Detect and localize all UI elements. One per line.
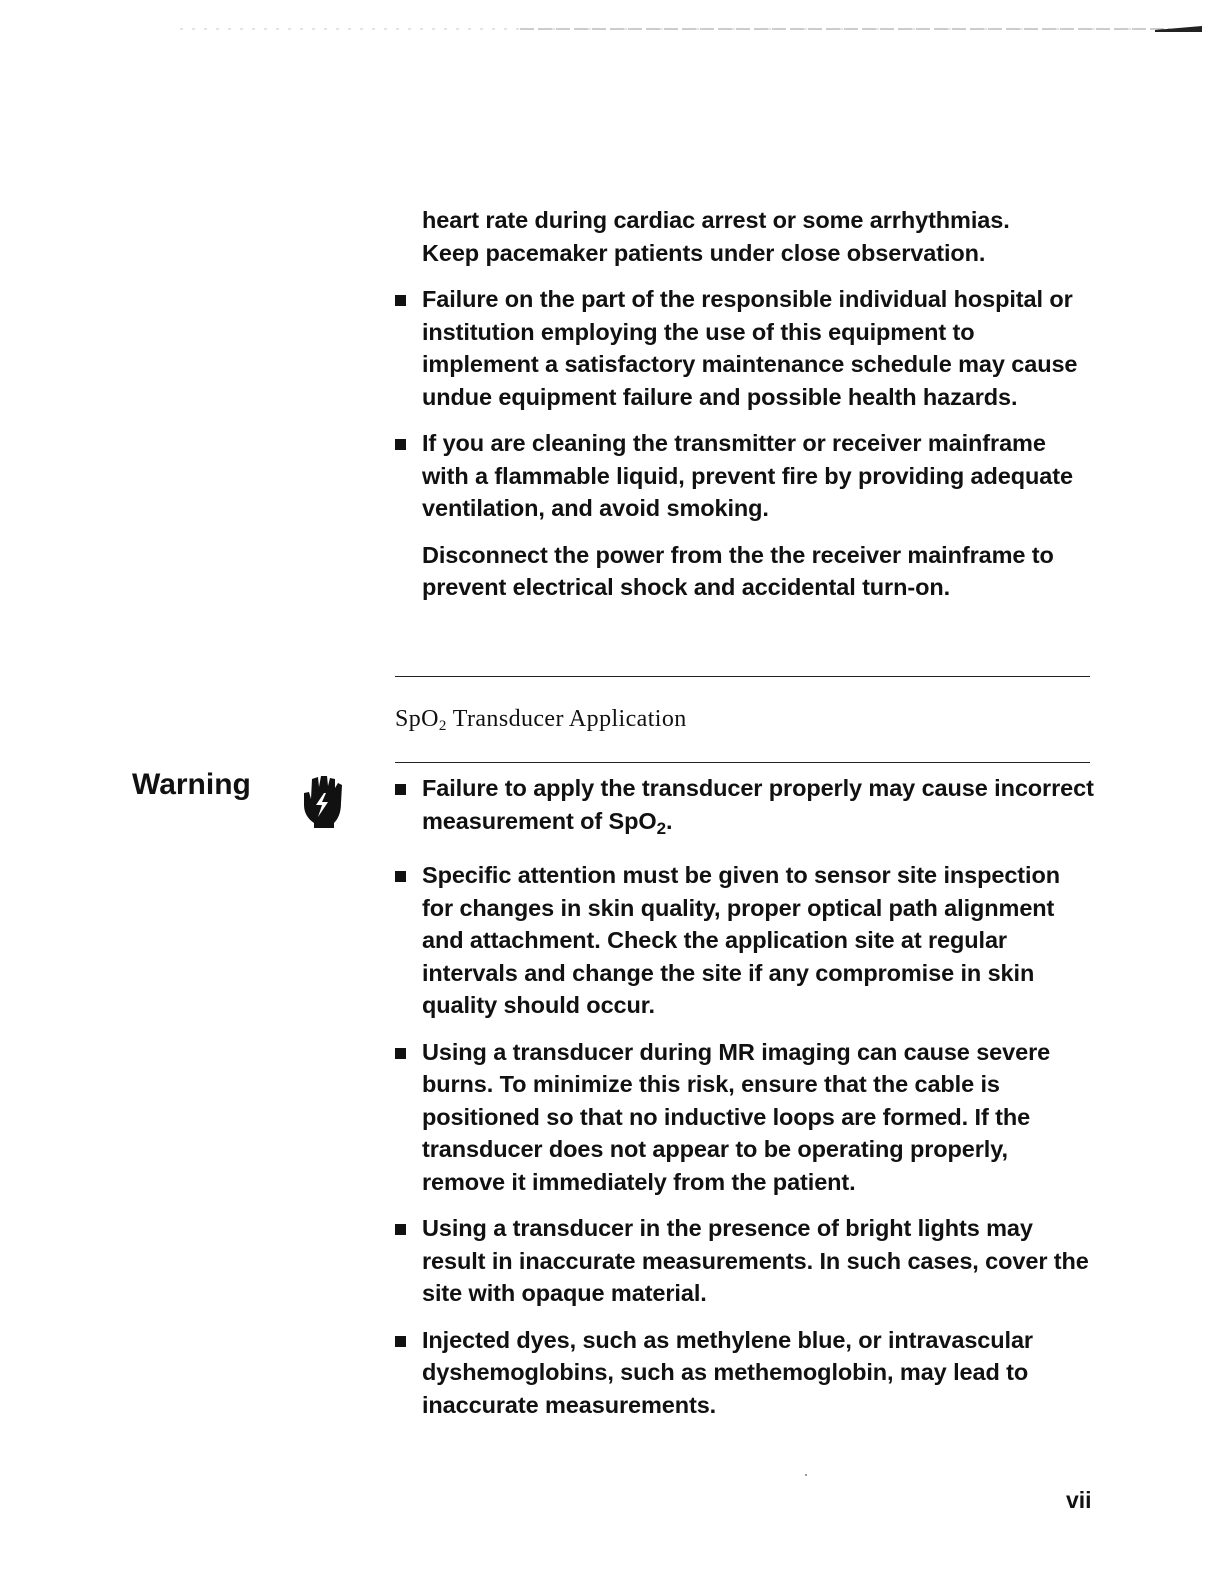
bullet-square-icon — [395, 439, 406, 450]
list-item — [395, 1212, 1095, 1310]
list-item — [395, 772, 1095, 845]
list-item-text: If you are cleaning the transmitter or receiver mainframe with a flammable liquid, prevent fire by providing adequate ventilation, and avoid smoking. — [422, 430, 1073, 521]
section-divider — [395, 676, 1090, 677]
warning-list — [395, 772, 1095, 1421]
page-number: vii — [1066, 1487, 1092, 1513]
bullet-square-icon — [395, 1224, 406, 1235]
list-item — [395, 283, 1095, 413]
list-item — [395, 1324, 1095, 1422]
scan-speck — [805, 1474, 807, 1476]
top-content — [395, 204, 1095, 604]
list-item — [395, 427, 1095, 525]
bullet-square-icon — [395, 871, 406, 882]
list-item-text: Injected dyes, such as methylene blue, or intravascular dyshemoglobins, such as methemoglobin, may lead to inaccurate measurements. — [422, 1326, 1033, 1418]
bullet-square-icon — [395, 1336, 406, 1347]
continuation-line: Keep pacemaker patients under close observation. — [422, 239, 986, 266]
list-item-text: Using a transducer in the presence of bright lights may result in inaccurate measurements. In such cases, cover the site with opaque material. — [422, 1215, 1089, 1306]
warning-hand-icon — [300, 773, 344, 829]
list-item-text: Using a transducer during MR imaging can cause severe burns. To minimize this risk, ensure that the cable is positioned so that no inductive loops are formed. If the transducer does not appear to be operating properly, remove it immediately from the patient. — [422, 1038, 1051, 1195]
section-divider — [395, 762, 1090, 763]
bullet-square-icon — [395, 1048, 406, 1059]
list-item — [395, 859, 1095, 1022]
list-item-text: Failure to apply the transducer properly may cause incorrect measurement of SpO$_2$. — [422, 775, 1094, 838]
bullet-square-icon — [395, 295, 406, 306]
continuation-line: heart rate during cardiac arrest or some arrhythmias. — [422, 207, 1010, 233]
bullet-square-icon — [395, 784, 406, 795]
scan-artifact-line — [180, 24, 1202, 32]
list-item-text: Specific attention must be given to sensor site inspection for changes in skin quality, proper optical path alignment and attachment. Check the application site at regular intervals and change the site if any compromise in skin quality should occur. — [422, 862, 1060, 1018]
list-followup-text: Disconnect the power from the the receiver mainframe to prevent electrical shock and accidental turn-on. — [422, 541, 1054, 600]
section-title: SpO$_2$ Transducer Application — [395, 706, 687, 734]
list-item — [395, 1036, 1095, 1199]
list-item-text: Failure on the part of the responsible individual hospital or institution employing the use of this equipment to implement a satisfactory maintenance schedule may cause undue equipment failure and possible health hazards. — [422, 286, 1078, 410]
warning-label: Warning — [132, 768, 251, 801]
